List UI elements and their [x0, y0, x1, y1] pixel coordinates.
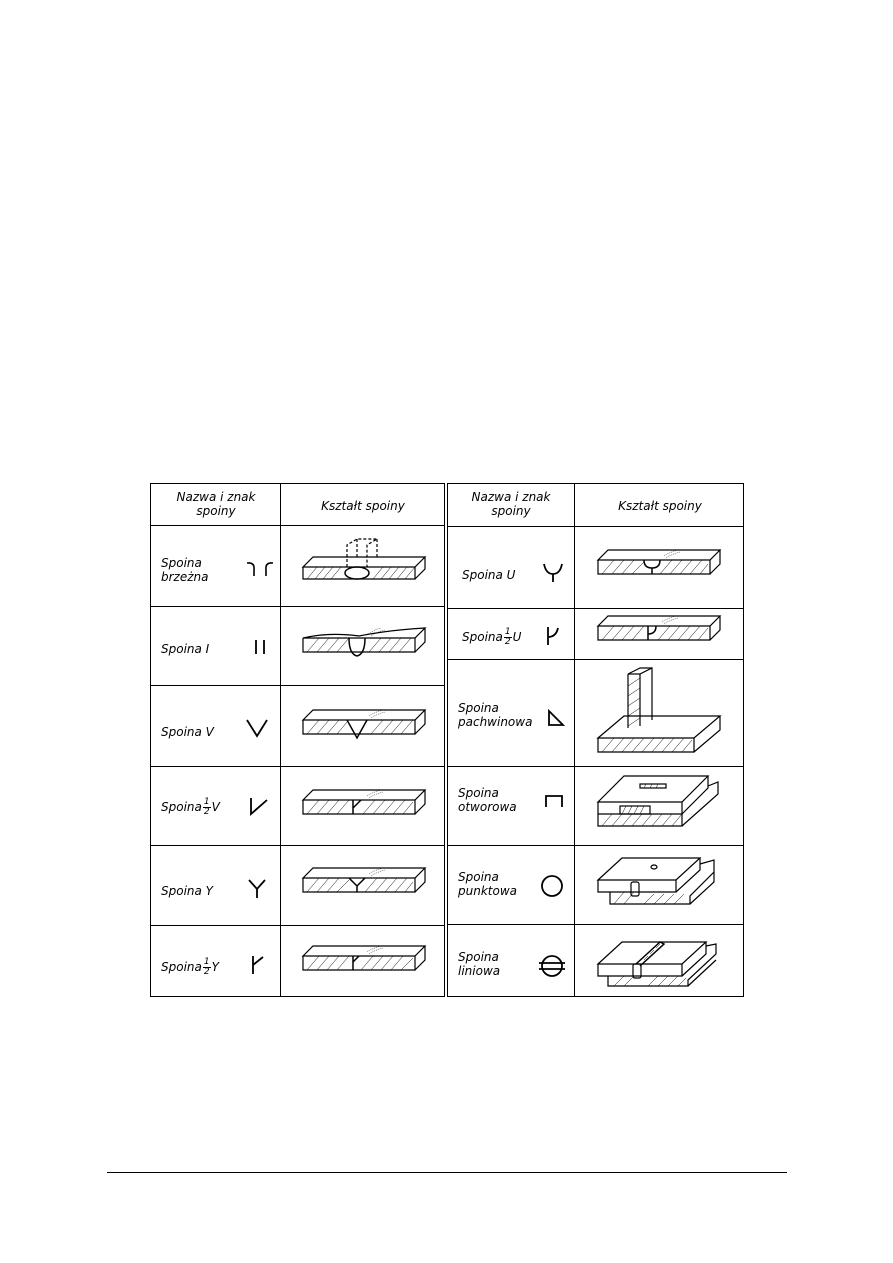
fraction-denominator: 2 — [203, 967, 210, 977]
weld-shape-i-icon — [299, 622, 431, 672]
name-line: Spoina — [458, 701, 499, 715]
name-line: punktowa — [458, 884, 517, 898]
weld-shape-seam-icon — [594, 934, 726, 994]
name-text: Spoina U — [462, 568, 516, 582]
left-header-shape-text: Kształt spoiny — [321, 499, 405, 513]
y-butt-symbol-icon — [247, 878, 267, 900]
table-row-divider — [151, 766, 444, 767]
table-row-divider — [448, 659, 743, 660]
fraction-numerator: 1 — [203, 797, 210, 807]
half-u-symbol-icon — [544, 625, 562, 647]
name-prefix: Spoina — [161, 800, 202, 814]
column-divider — [280, 484, 281, 996]
weld-shape-plug-icon — [594, 772, 726, 838]
right-header-shape — [578, 499, 742, 513]
left-header-name — [155, 490, 277, 518]
table-cell-name — [161, 884, 213, 898]
name-prefix: Spoina — [161, 960, 202, 974]
fraction-denominator: 2 — [504, 637, 511, 647]
name-text: Spoina V — [161, 725, 214, 739]
table-cell-name — [161, 642, 209, 656]
seam-weld-symbol-icon — [538, 954, 566, 978]
v-butt-symbol-icon — [245, 718, 269, 738]
name-suffix: V — [211, 800, 220, 814]
table-cell-name — [161, 725, 214, 739]
name-line: liniowa — [458, 964, 501, 978]
table-right-half — [447, 483, 744, 997]
square-butt-symbol-icon — [251, 638, 271, 656]
fraction — [203, 958, 211, 977]
table-row-divider — [151, 525, 444, 526]
fraction — [203, 798, 211, 817]
table-cell-name — [161, 556, 209, 584]
weld-shape-v-icon — [299, 704, 431, 754]
table-row-divider — [448, 766, 743, 767]
table-row-divider — [448, 924, 743, 925]
plug-weld-symbol-icon — [544, 794, 564, 808]
weld-shape-half-v-icon — [299, 784, 431, 834]
flange-weld-symbol-icon — [245, 560, 275, 578]
right-header-name — [452, 490, 570, 518]
spot-weld-symbol-icon — [540, 874, 564, 898]
half-y-symbol-icon — [249, 954, 267, 976]
right-header-shape-text: Kształt spoiny — [618, 499, 702, 513]
column-divider — [574, 484, 575, 996]
table-cell-name — [458, 870, 517, 898]
half-v-symbol-icon — [249, 796, 269, 816]
table-row-divider — [448, 608, 743, 609]
name-line: Spoina — [161, 556, 202, 570]
table-cell-name — [161, 798, 220, 817]
left-header-name-text: Nazwa i znak spoiny — [176, 490, 256, 518]
name-prefix: Spoina — [462, 630, 503, 644]
left-header-shape — [283, 499, 443, 513]
fraction-numerator: 1 — [504, 627, 511, 637]
table-cell-name — [462, 568, 515, 582]
page-footer-rule — [107, 1172, 787, 1173]
name-line: brzeżna — [161, 570, 209, 584]
name-line: Spoina — [458, 870, 499, 884]
table-row-divider — [151, 845, 444, 846]
fraction-denominator: 2 — [203, 807, 210, 817]
table-row-divider — [448, 845, 743, 846]
right-header-name-text: Nazwa i znak spoiny — [471, 490, 551, 518]
table-cell-name — [462, 628, 521, 647]
fillet-weld-symbol-icon — [546, 709, 566, 727]
weld-shape-brzezna-icon — [299, 537, 431, 597]
table-row-divider — [151, 685, 444, 686]
name-suffix: U — [512, 630, 522, 644]
weld-shape-half-u-icon — [594, 612, 726, 654]
name-suffix: Y — [211, 960, 219, 974]
name-line: pachwinowa — [458, 715, 533, 729]
table-row-divider — [151, 925, 444, 926]
table-left-half — [150, 483, 445, 997]
name-line: Spoina — [458, 786, 499, 800]
table-cell-name — [458, 950, 500, 978]
table-cell-name — [458, 701, 532, 729]
weld-shape-half-y-icon — [299, 940, 431, 990]
fraction — [504, 628, 512, 647]
weld-shape-u-icon — [594, 544, 726, 594]
name-text: Spoina I — [161, 642, 210, 656]
weld-shape-y-icon — [299, 862, 431, 912]
weld-shape-fillet-icon — [594, 666, 726, 756]
name-line: Spoina — [458, 950, 499, 964]
name-text: Spoina Y — [161, 884, 214, 898]
name-line: otworowa — [458, 800, 517, 814]
fraction-numerator: 1 — [203, 957, 210, 967]
table-cell-name — [161, 958, 219, 977]
weld-shape-spot-icon — [594, 852, 726, 918]
weld-types-table — [150, 483, 744, 997]
table-cell-name — [458, 786, 517, 814]
u-butt-symbol-icon — [542, 562, 564, 584]
table-row-divider — [448, 526, 743, 527]
table-row-divider — [151, 606, 444, 607]
